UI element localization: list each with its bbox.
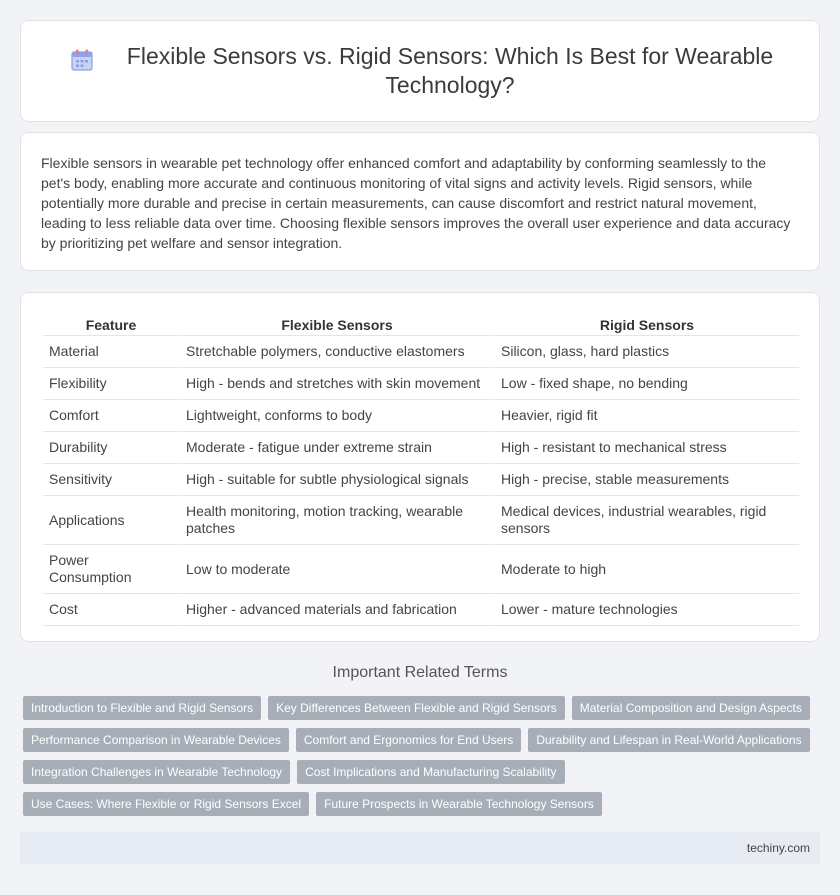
related-term-tag[interactable]: Use Cases: Where Flexible or Rigid Sensors Excel [23, 792, 309, 816]
table-row [43, 432, 799, 464]
rigid-cell: Lower - mature technologies [494, 594, 799, 626]
feature-cell: Material [43, 336, 179, 368]
feature-cell: Sensitivity [43, 464, 179, 496]
table-row [43, 496, 799, 545]
table-row [43, 336, 799, 368]
comparison-card [20, 292, 820, 642]
flexible-cell: Stretchable polymers, conductive elastomers [179, 336, 494, 368]
flexible-cell: High - bends and stretches with skin movement [179, 368, 494, 400]
related-term-tag[interactable]: Performance Comparison in Wearable Devices [23, 728, 289, 752]
comparison-table [43, 313, 799, 626]
rigid-cell: High - precise, stable measurements [494, 464, 799, 496]
feature-cell: Power Consumption [43, 545, 179, 594]
footer-bar [20, 832, 820, 864]
flexible-cell: Lightweight, conforms to body [179, 400, 494, 432]
related-terms-title: Important Related Terms [332, 664, 508, 681]
related-term-tag[interactable]: Key Differences Between Flexible and Rigid Sensors [268, 696, 565, 720]
feature-cell: Flexibility [43, 368, 179, 400]
related-term-tag[interactable]: Comfort and Ergonomics for End Users [296, 728, 521, 752]
rigid-cell: Medical devices, industrial wearables, rigid sensors [494, 496, 799, 545]
flexible-cell: Moderate - fatigue under extreme strain [179, 432, 494, 464]
title-card [20, 20, 820, 122]
table-row [43, 464, 799, 496]
page-title: Flexible Sensors vs. Rigid Sensors: Which Is Best for Wearable Technology? [126, 43, 774, 98]
header-feature: Feature [43, 313, 179, 336]
header-flexible: Flexible Sensors [179, 313, 494, 336]
table-header-row [43, 313, 799, 336]
related-term-tag[interactable]: Introduction to Flexible and Rigid Sensors [23, 696, 261, 720]
rigid-cell: Low - fixed shape, no bending [494, 368, 799, 400]
intro-card [20, 132, 820, 271]
related-term-tag[interactable]: Material Composition and Design Aspects [572, 696, 810, 720]
rigid-cell: High - resistant to mechanical stress [494, 432, 799, 464]
related-term-tag[interactable]: Integration Challenges in Wearable Technology [23, 760, 290, 784]
rigid-cell: Moderate to high [494, 545, 799, 594]
feature-cell: Durability [43, 432, 179, 464]
related-term-tag[interactable]: Durability and Lifespan in Real-World Applications [528, 728, 809, 752]
table-row [43, 368, 799, 400]
table-row [43, 400, 799, 432]
related-terms-list [23, 696, 823, 816]
feature-cell: Cost [43, 594, 179, 626]
header-rigid: Rigid Sensors [494, 313, 799, 336]
rigid-cell: Silicon, glass, hard plastics [494, 336, 799, 368]
rigid-cell: Heavier, rigid fit [494, 400, 799, 432]
related-term-tag[interactable]: Cost Implications and Manufacturing Scalability [297, 760, 564, 784]
feature-cell: Comfort [43, 400, 179, 432]
flexible-cell: Health monitoring, motion tracking, wearable patches [179, 496, 494, 545]
feature-cell: Applications [43, 496, 179, 545]
footer-site-link[interactable]: techiny.com [746, 841, 810, 855]
flexible-cell: Higher - advanced materials and fabrication [179, 594, 494, 626]
related-term-tag[interactable]: Future Prospects in Wearable Technology Sensors [316, 792, 602, 816]
flexible-cell: Low to moderate [179, 545, 494, 594]
intro-paragraph: Flexible sensors in wearable pet technology offer enhanced comfort and adaptability by conforming seamlessly to the pet's body, enabling more accurate and continuous monitoring of vital signs and activity levels. Rigid sensors, while potentially more durable and precise in certain measurements, can cause discomfort and restrict natural movement, leading to less reliable data over time. Choosing flexible sensors improves the overall user experience and data accuracy by prioritizing pet welfare and sensor integration. [41, 155, 791, 251]
table-row [43, 594, 799, 626]
table-row [43, 545, 799, 594]
flexible-cell: High - suitable for subtle physiological signals [179, 464, 494, 496]
